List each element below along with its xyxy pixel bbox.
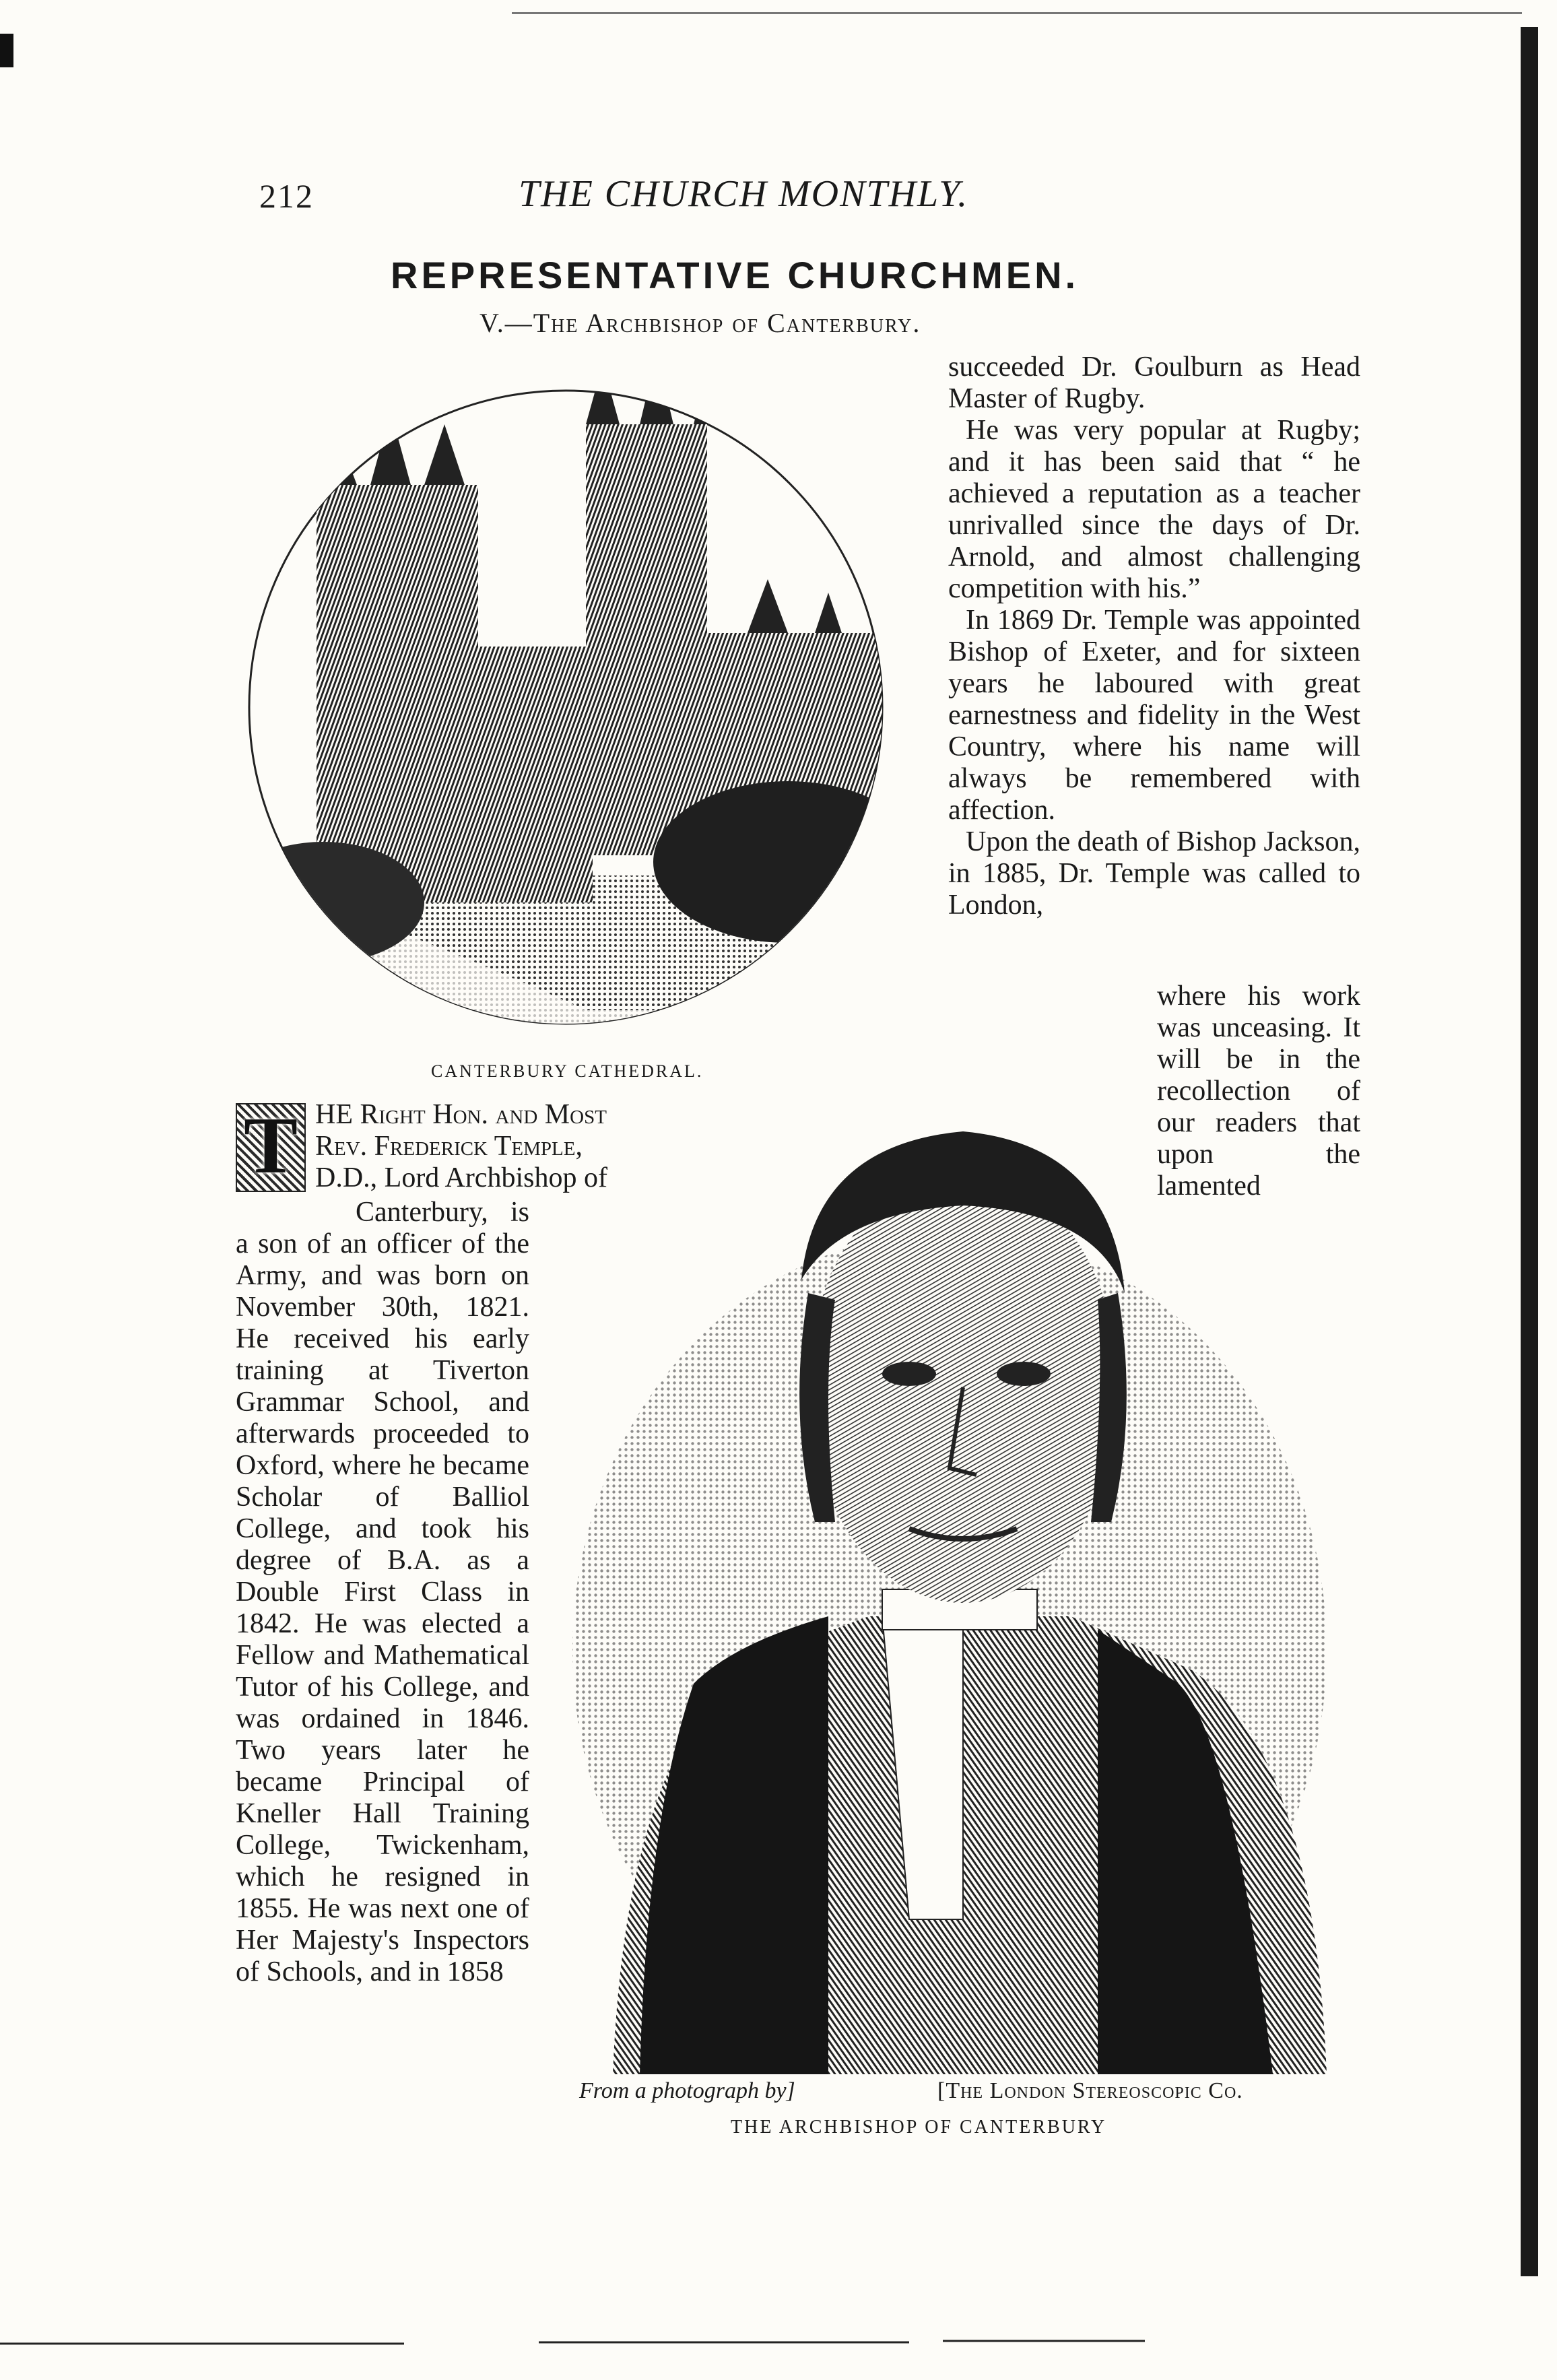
paragraph: where his work was unceasing. It will be in the recollection of our readers that upon the lamented — [1157, 981, 1360, 1201]
paragraph: He was very popular at Rugby; and it has been said that “ he achieved a reputation as a teacher unrivalled since the days of Dr. Arnold, and almost challenging competition with his.” — [948, 415, 1360, 604]
photo-credit-company: [The London Stereoscopic Co. — [937, 2078, 1243, 2103]
lead-line: Rev. Frederick Temple, — [315, 1131, 583, 1162]
lead-line: D.D., Lord Archbishop of — [315, 1162, 607, 1193]
scan-top-edge — [512, 12, 1522, 14]
page-binding-edge — [1521, 27, 1538, 2276]
article-subtitle: V.—The Archbishop of Canterbury. — [479, 308, 921, 338]
right-column — [948, 352, 1360, 921]
paragraph: succeeded Dr. Goulburn as Head Master of Rugby. — [948, 352, 1360, 414]
paragraph: Canterbury, is a son of an officer of the Army, and was born on November 30th, 1821. He received his early training at Tiverton Grammar School, and afterwards proceeded to Oxford, where he became Scholar of Balliol College, and took his degree of B.A. as a Double First Class in 1842. He was elected a Fellow and Mathematical Tutor of his College, and was ordained in 1846. Two years later he became Principal of Kneller Hall Training College, Twickenham, which he resigned in 1855. He was next one of Her Majesty's Inspectors of Schools, and in 1858 — [236, 1197, 529, 1987]
dropcap-letter: T — [243, 1100, 298, 1190]
cathedral-caption: CANTERBURY CATHEDRAL. — [431, 1061, 704, 1081]
running-title: THE CHURCH MONTHLY. — [519, 173, 969, 215]
scan-bottom-edge — [0, 2330, 1557, 2357]
paragraph: In 1869 Dr. Temple was appointed Bishop of Exeter, and for sixteen years he laboured with great earnestness and fidelity in the West Country, where his name will always be remembered with affection. — [948, 605, 1360, 826]
paragraph: Upon the death of Bishop Jackson, in 1885, Dr. Temple was called to London, — [948, 826, 1360, 921]
cathedral-illustration — [236, 350, 896, 1064]
lead-line: HE Right Hon. and Most — [315, 1099, 607, 1130]
photo-credit-source: From a photograph by] — [579, 2078, 795, 2103]
dropcap-ornament — [236, 1100, 306, 1192]
left-column — [236, 1197, 529, 1988]
article-lead — [236, 1099, 734, 1194]
portrait-caption: THE ARCHBISHOP OF CANTERBURY — [731, 2117, 1107, 2138]
article-title: REPRESENTATIVE CHURCHMEN. — [391, 254, 1080, 296]
page-number: 212 — [259, 177, 314, 215]
scan-mark — [0, 34, 13, 67]
